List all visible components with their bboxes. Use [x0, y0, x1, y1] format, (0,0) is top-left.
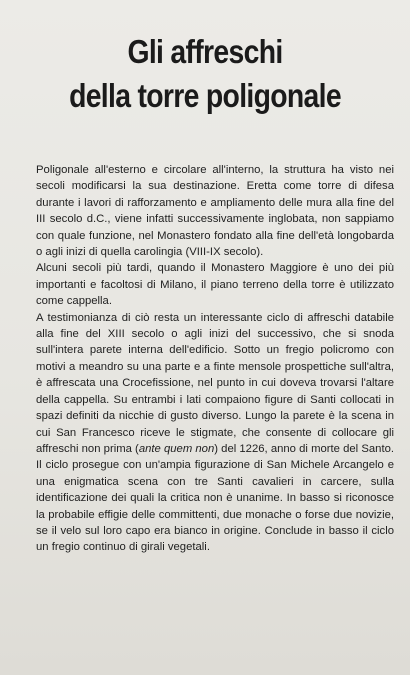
- title-line-2: della torre poligonale: [69, 77, 341, 114]
- paragraph-3: [36, 310, 394, 556]
- page-title: [29, 30, 382, 118]
- body-text: [36, 162, 394, 556]
- title-line-1: Gli affreschi: [127, 33, 283, 70]
- paragraph-3-part-b: ) del 1226, anno di morte del Santo. Il ciclo prosegue con un'ampia figurazione di San Michele Arcangelo e una enigmatica scena con tre Santi cavalieri in carcere, sulla identificazione dei quali la critica non è unanime. In basso si riconosce la probabile effigie delle committenti, due monache o forse due novizie, se il velo sul loro capo era bianco in origine. Conclude in basso il ciclo un fregio continuo di girali vegetali.: [36, 442, 395, 554]
- paragraph-2: Alcuni secoli più tardi, quando il Monastero Maggiore è uno dei più importanti e facoltosi di Milano, il piano terreno della torre è utilizzato come cappella.: [36, 262, 394, 308]
- paragraph-1: Poligonale all'esterno e circolare all'interno, la struttura ha visto nei secoli modificarsi la sua destinazione. Eretta come torre di difesa durante i lavori di rafforzamento e ampliamento delle mura alla fine del III secolo d.C., viene infatti successivamente inglobata, non sappiamo con quale funzione, nel Monastero fondato alla fine dell'età longobarda o agli inizi di quella carolingia (VIII-IX secolo).: [36, 164, 394, 259]
- paragraph-3-part-a: A testimonianza di ciò resta un interessante ciclo di affreschi databile alla fine del XIII secolo o agli inizi del successivo, che si snoda sull'intera parete interna dell'edificio. Sotto un fregio policromo con motivi a meandro su una parte e a finte mensole prospettiche sull'altra, è affrescata una Crocefissione, nel punto in cui doveva trovarsi l'altare della cappella. Su entrambi i lati compaiono figure di Santi collocati in spazi definiti da nicchie di gusto diverso. Lungo la parete è la scena in cui San Francesco riceve le stigmate, che consente di collocare gli affreschi non prima (: [36, 311, 394, 455]
- latin-phrase: ante quem non: [138, 442, 215, 455]
